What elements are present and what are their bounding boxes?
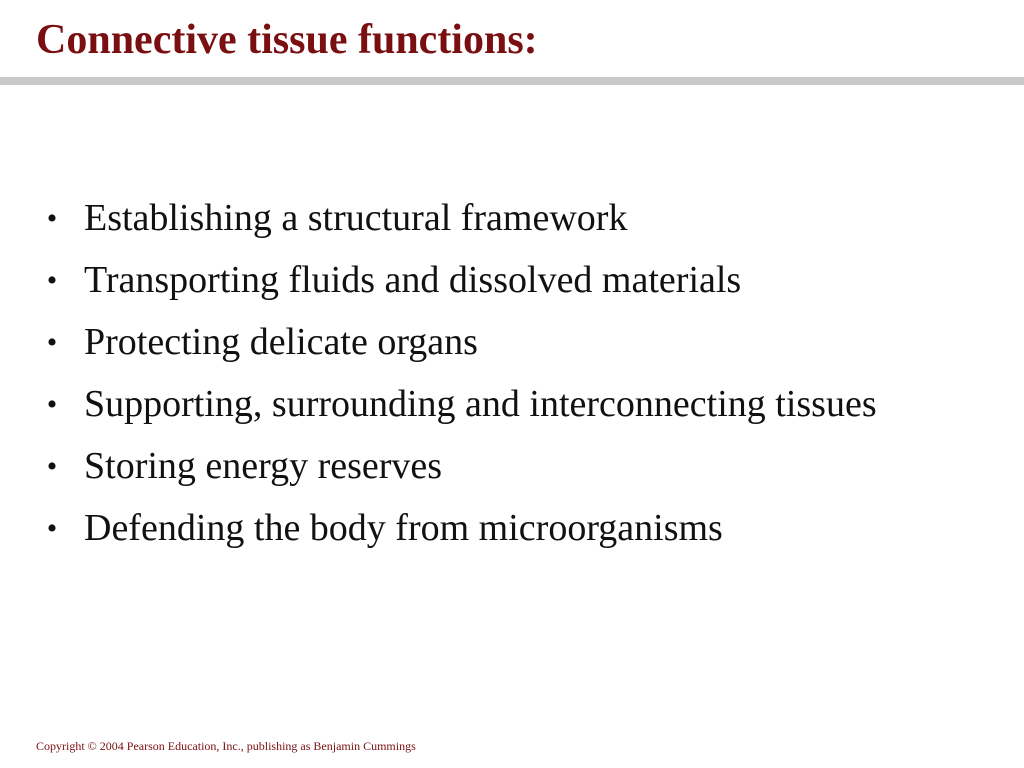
bullet-item-storing-energy	[42, 444, 942, 489]
bullet-icon: •	[46, 388, 58, 421]
bullet-item-transporting-fluids	[42, 258, 942, 303]
bullet-text: Defending the body from microorganisms	[84, 507, 723, 549]
bullet-item-defending-body	[42, 506, 942, 551]
bullet-text: Protecting delicate organs	[84, 321, 478, 363]
bullet-icon: •	[46, 202, 58, 235]
slide-title: Connective tissue functions:	[36, 17, 538, 63]
bullet-icon: •	[46, 264, 58, 297]
bullet-item-supporting-tissues	[42, 382, 942, 427]
bullet-text: Establishing a structural framework	[84, 197, 628, 239]
copyright-footer: Copyright © 2004 Pearson Education, Inc., publishing as Benjamin Cummings	[36, 739, 416, 753]
bullet-icon: •	[46, 512, 58, 545]
bullet-item-protecting-organs	[42, 320, 942, 365]
bullet-item-structural-framework	[42, 196, 942, 241]
title-divider	[0, 77, 1024, 85]
bullet-text: Storing energy reserves	[84, 445, 443, 487]
bullet-text: Transporting fluids and dissolved materials	[84, 259, 742, 301]
bullet-icon: •	[46, 450, 58, 483]
bullet-text: Supporting, surrounding and interconnecting tissues	[84, 383, 877, 425]
bullet-icon: •	[46, 326, 58, 359]
bullet-list	[42, 196, 942, 568]
